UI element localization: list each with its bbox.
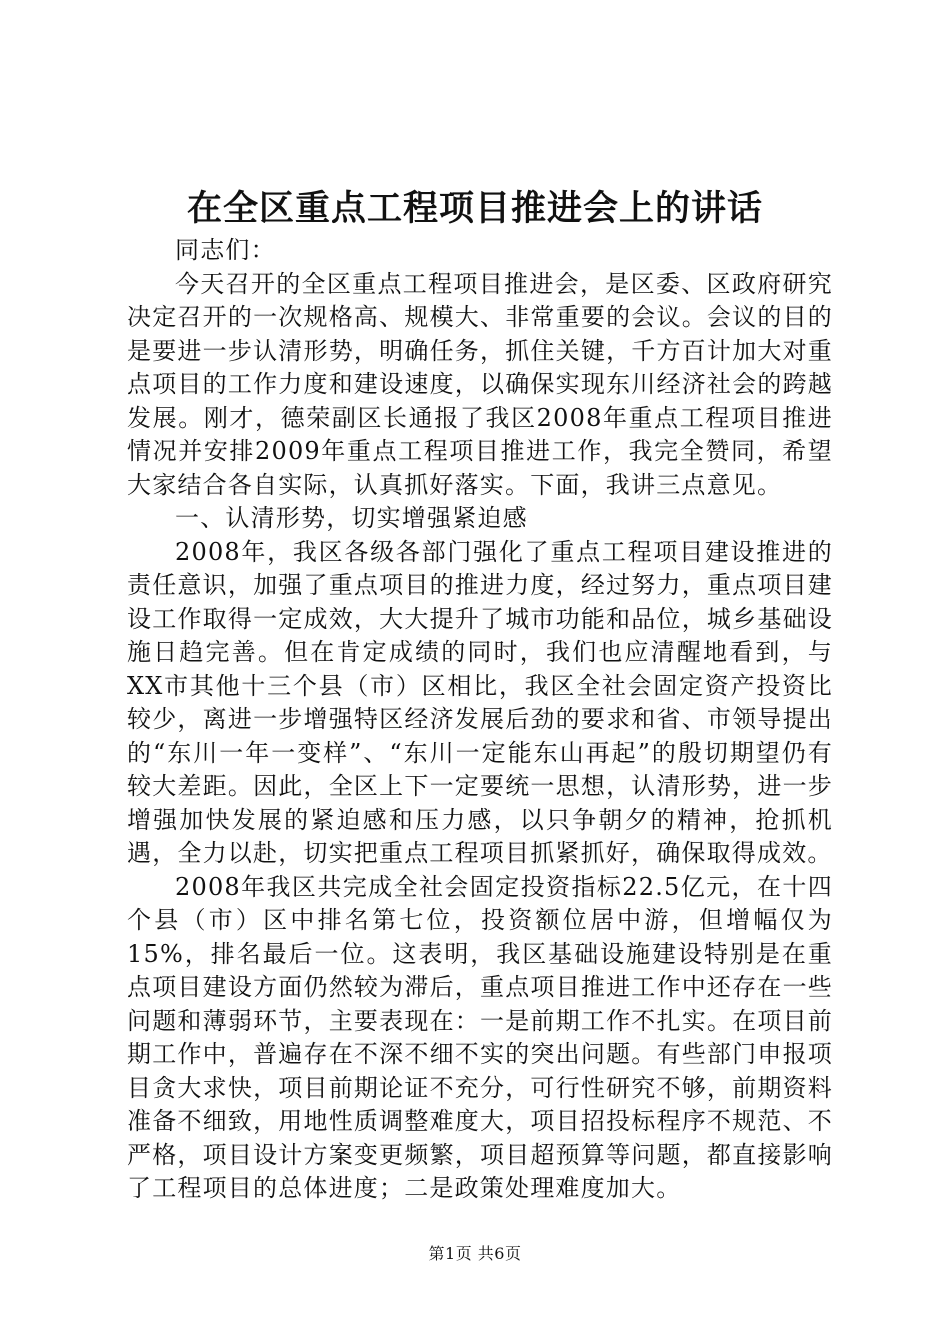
section-heading-1: 一、认清形势，切实增强紧迫感 bbox=[175, 504, 528, 532]
page-footer: 第1页 共6页 bbox=[428, 1244, 522, 1263]
paragraph-investment: 2008年我区共完成全社会固定投资指标22.5亿元，在十四个县（市）区中排名第七位，投资额位居中游，但增幅仅为15%，排名最后一位。这表明，我区基础设施建设特别是在重点项目建设方面仍然较为滞后，重点项目推进工作中还存在一些问题和薄弱环节，主要表现在：一是前期工作不扎实。在项目前期工作中，普遍存在不深不细不实的突出问题。有些部门申报项目贪大求快，项目前期论证不充分，可行性研究不够，前期资料准备不细致，用地性质调整难度大，项目招投标程序不规范、不严格，项目设计方案变更频繁，项目超预算等问题，都直接影响了工程项目的总体进度；二是政策处理难度加大。 bbox=[127, 872, 833, 1202]
salutation: 同志们： bbox=[175, 236, 276, 264]
paragraph-situation: 2008年，我区各级各部门强化了重点工程项目建设推进的责任意识，加强了重点项目的推进力度，经过努力，重点项目建设工作取得一定成效，大大提升了城市功能和品位，城乡基础设施日趋完善。但在肯定成绩的同时，我们也应清醒地看到，与XX市其他十三个县（市）区相比，我区全社会固定资产投资比较少，离进一步增强特区经济发展后劲的要求和省、市领导提出的“东川一年一变样”、“东川一定能东山再起”的殷切期望仍有较大差距。因此，全区上下一定要统一思想，认清形势，进一步增强加快发展的紧迫感和压力感，以只争朝夕的精神，抢抓机遇，全力以赴，切实把重点工程项目抓紧抓好，确保取得成效。 bbox=[127, 537, 833, 867]
paragraph-intro: 今天召开的全区重点工程项目推进会，是区委、区政府研究决定召开的一次规格高、规模大、非常重要的会议。会议的目的是要进一步认清形势，明确任务，抓住关键，千方百计加大对重点项目的工作力度和建设速度，以确保实现东川经济社会的跨越发展。刚才，德荣副区长通报了我区2008年重点工程项目推进情况并安排2009年重点工程项目推进工作，我完全赞同，希望大家结合各自实际，认真抓好落实。下面，我讲三点意见。 bbox=[127, 269, 833, 499]
document-title: 在全区重点工程项目推进会上的讲话 bbox=[186, 188, 763, 229]
document-body bbox=[127, 234, 833, 1206]
